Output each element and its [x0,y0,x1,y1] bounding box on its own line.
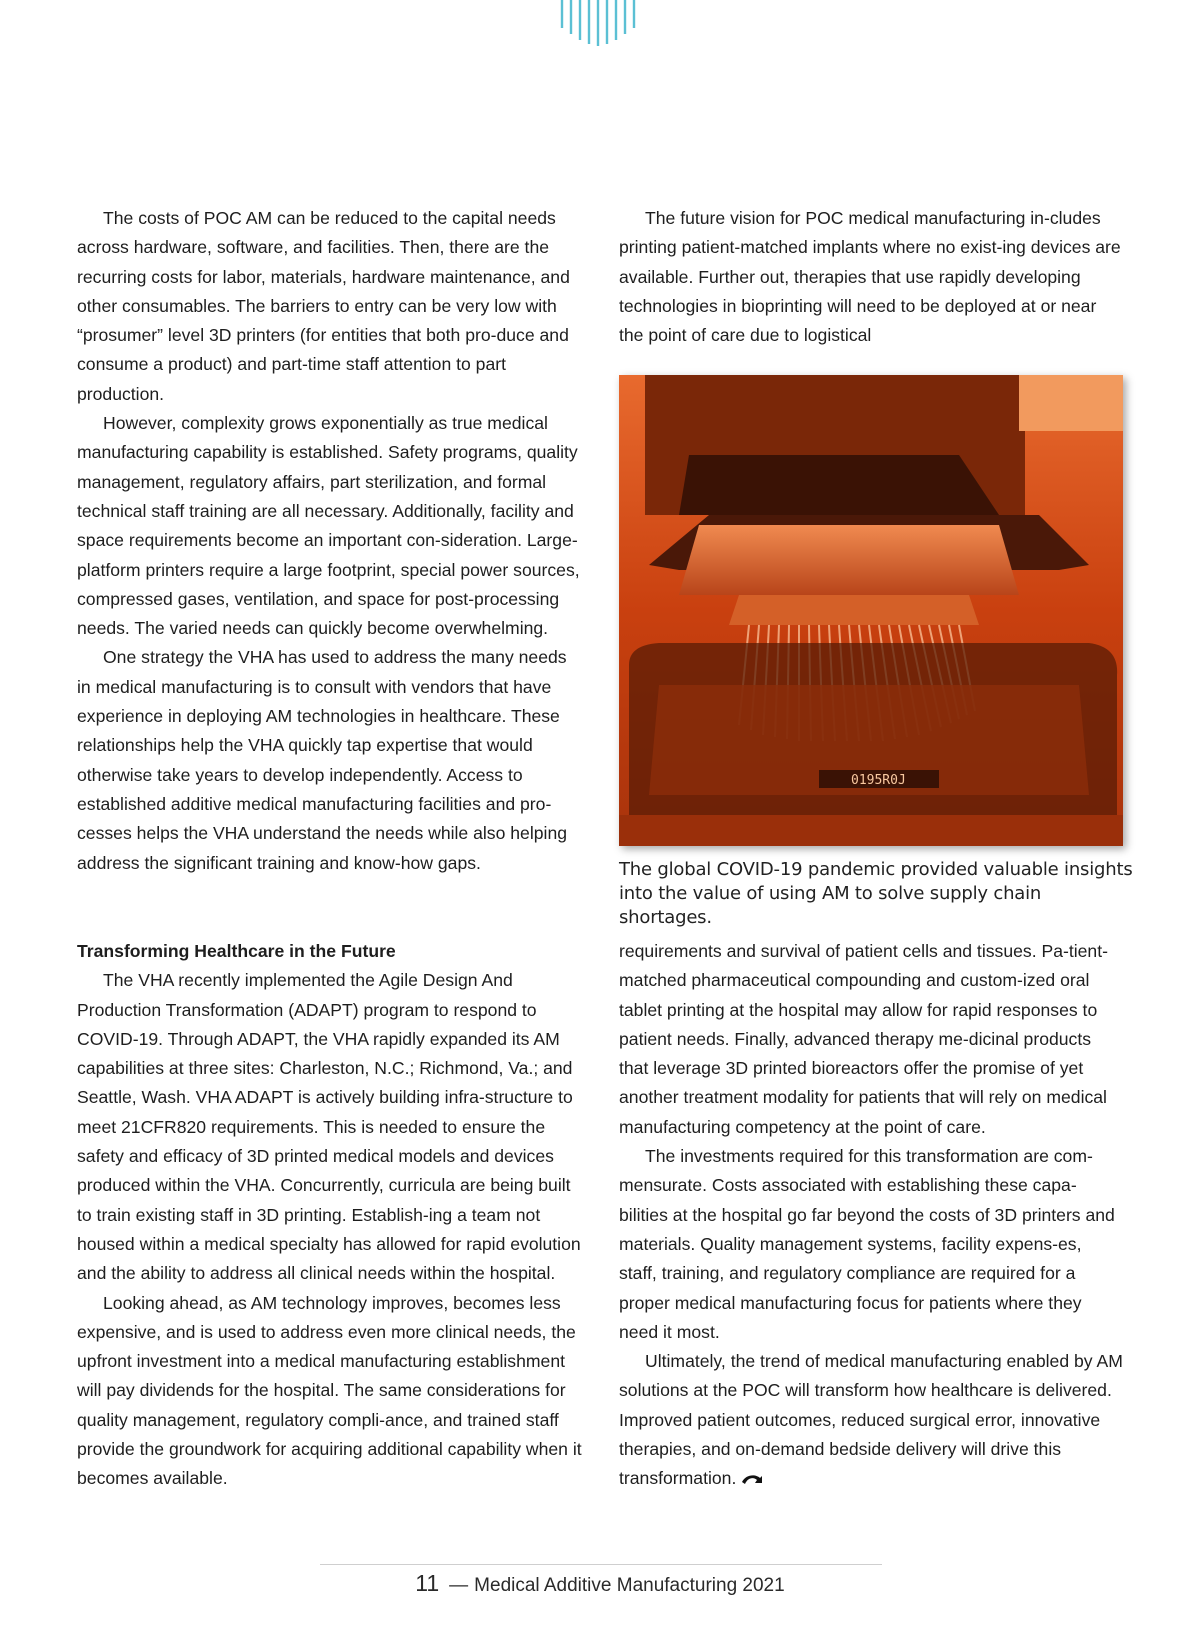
end-mark-icon [740,1472,764,1488]
body-paragraph: Looking ahead, as AM technology improves, becomes less expensive, and is used to address even more clinical needs, the upfront investment into a medical manufacturing establishment will pay dividends for the hospital. The same considerations for quality management, regulatory compli-ance, and trained staff provide the groundwork for acquiring additional capability when it becomes available. [77,1292,582,1489]
publication-title: Medical Additive Manufacturing 2021 [474,1575,785,1596]
section-heading: Transforming Healthcare in the Future [77,941,396,961]
body-paragraph: However, complexity grows exponentially as true medical manufacturing capability is established. Safety programs, quality management, regulatory affairs, part sterilization, and formal technical staff training are all necessary. Additionally, facility and space requirements become an important con-sideration. Large-platform printers require a large footprint, special power sources, compressed gases, ventilation, and space for post-processing needs. The varied needs can quickly become overwhelming. [77,413,580,639]
body-paragraph: One strategy the VHA has used to address the many needs in medical manufacturing is to consult with vendors that have experience in deploying AM technologies in healthcare. These relationships help the VHA quickly tap expertise that would otherwise take years to develop independently. Access to established additive medical manufacturing facilities and pro-cesses helps the VHA understand the needs while also helping address the significant training and know-how gaps. [77,647,568,873]
plate-code: 0195R0J [851,773,906,788]
photo-caption: The global COVID-19 pandemic provided valuable insights into the value of using AM to solve supply chain shortages. [619,859,1133,928]
page-number: 11 [415,1570,440,1596]
body-paragraph: The VHA recently implemented the Agile Design And Production Transformation (ADAPT) program to respond to COVID-19. Through ADAPT, the VHA rapidly expanded its AM capabilities at three sites: Charleston, N.C.; Richmond, Va.; and Seattle, Wash. VHA ADAPT is actively building infra-structure to meet 21CFR820 requirements. This is needed to ensure the safety and efficacy of 3D printed medical models and devices produced within the VHA. Concurrently, curricula are being built to train existing staff in 3D printing. Establish-ing a team not housed within a medical specialty has allowed for rapid evolution and the ability to address all clinical needs within the hospital. [77,970,581,1284]
body-paragraph: requirements and survival of patient cells and tissues. Pa-tient-matched pharmaceutical compounding and custom-ized oral tablet printing at the hospital may allow for rapid responses to patient needs. Finally, advanced therapy me-dicinal products that leverage 3D printed bioreactors offer the promise of yet another treatment modality for patients that will rely on medical manufacturing competency at the point of care. [619,941,1108,1137]
body-paragraph: The future vision for POC medical manufacturing in-cludes printing patient-matched implants where no exist-ing devices are available. Further out, therapies that use rapidly developing technologies in bioprinting will need to be deployed at or near the point of care due to logistical [619,208,1121,346]
right-column-bottom [619,937,1124,1494]
body-paragraph: The investments required for this transformation are com-mensurate. Costs associated with establishing these capa-bilities at the hospital go far beyond the costs of 3D printers and materials. Quality management systems, facility expens-es, staff, training, and regulatory compliance are required for a proper medical manufacturing focus for patients where they need it most. [619,1146,1115,1342]
body-paragraph-text: Ultimately, the trend of medical manufacturing enabled by AM solutions at the POC will transform how healthcare is delivered. Improved patient outcomes, reduced surgical error, innovative therapies, and on-demand bedside delivery will drive this transformation. [619,1351,1123,1489]
right-column-top [619,204,1124,350]
page-footer [0,1570,1200,1597]
decorative-top-lines [558,0,642,48]
footer-divider [320,1564,882,1565]
footer-separator: — [449,1575,469,1596]
left-column-top [77,204,582,878]
left-column-bottom [77,937,582,1494]
body-paragraph: The costs of POC AM can be reduced to the capital needs across hardware, software, and facilities. Then, there are the recurring costs for labor, materials, hardware maintenance, and other consumables. The barriers to entry can be very low with “prosumer” level 3D printers (for entities that both pro-duce and consume a product) and part-time staff attention to part production. [77,208,570,404]
body-paragraph [619,1347,1124,1493]
printer-photo [619,375,1123,846]
